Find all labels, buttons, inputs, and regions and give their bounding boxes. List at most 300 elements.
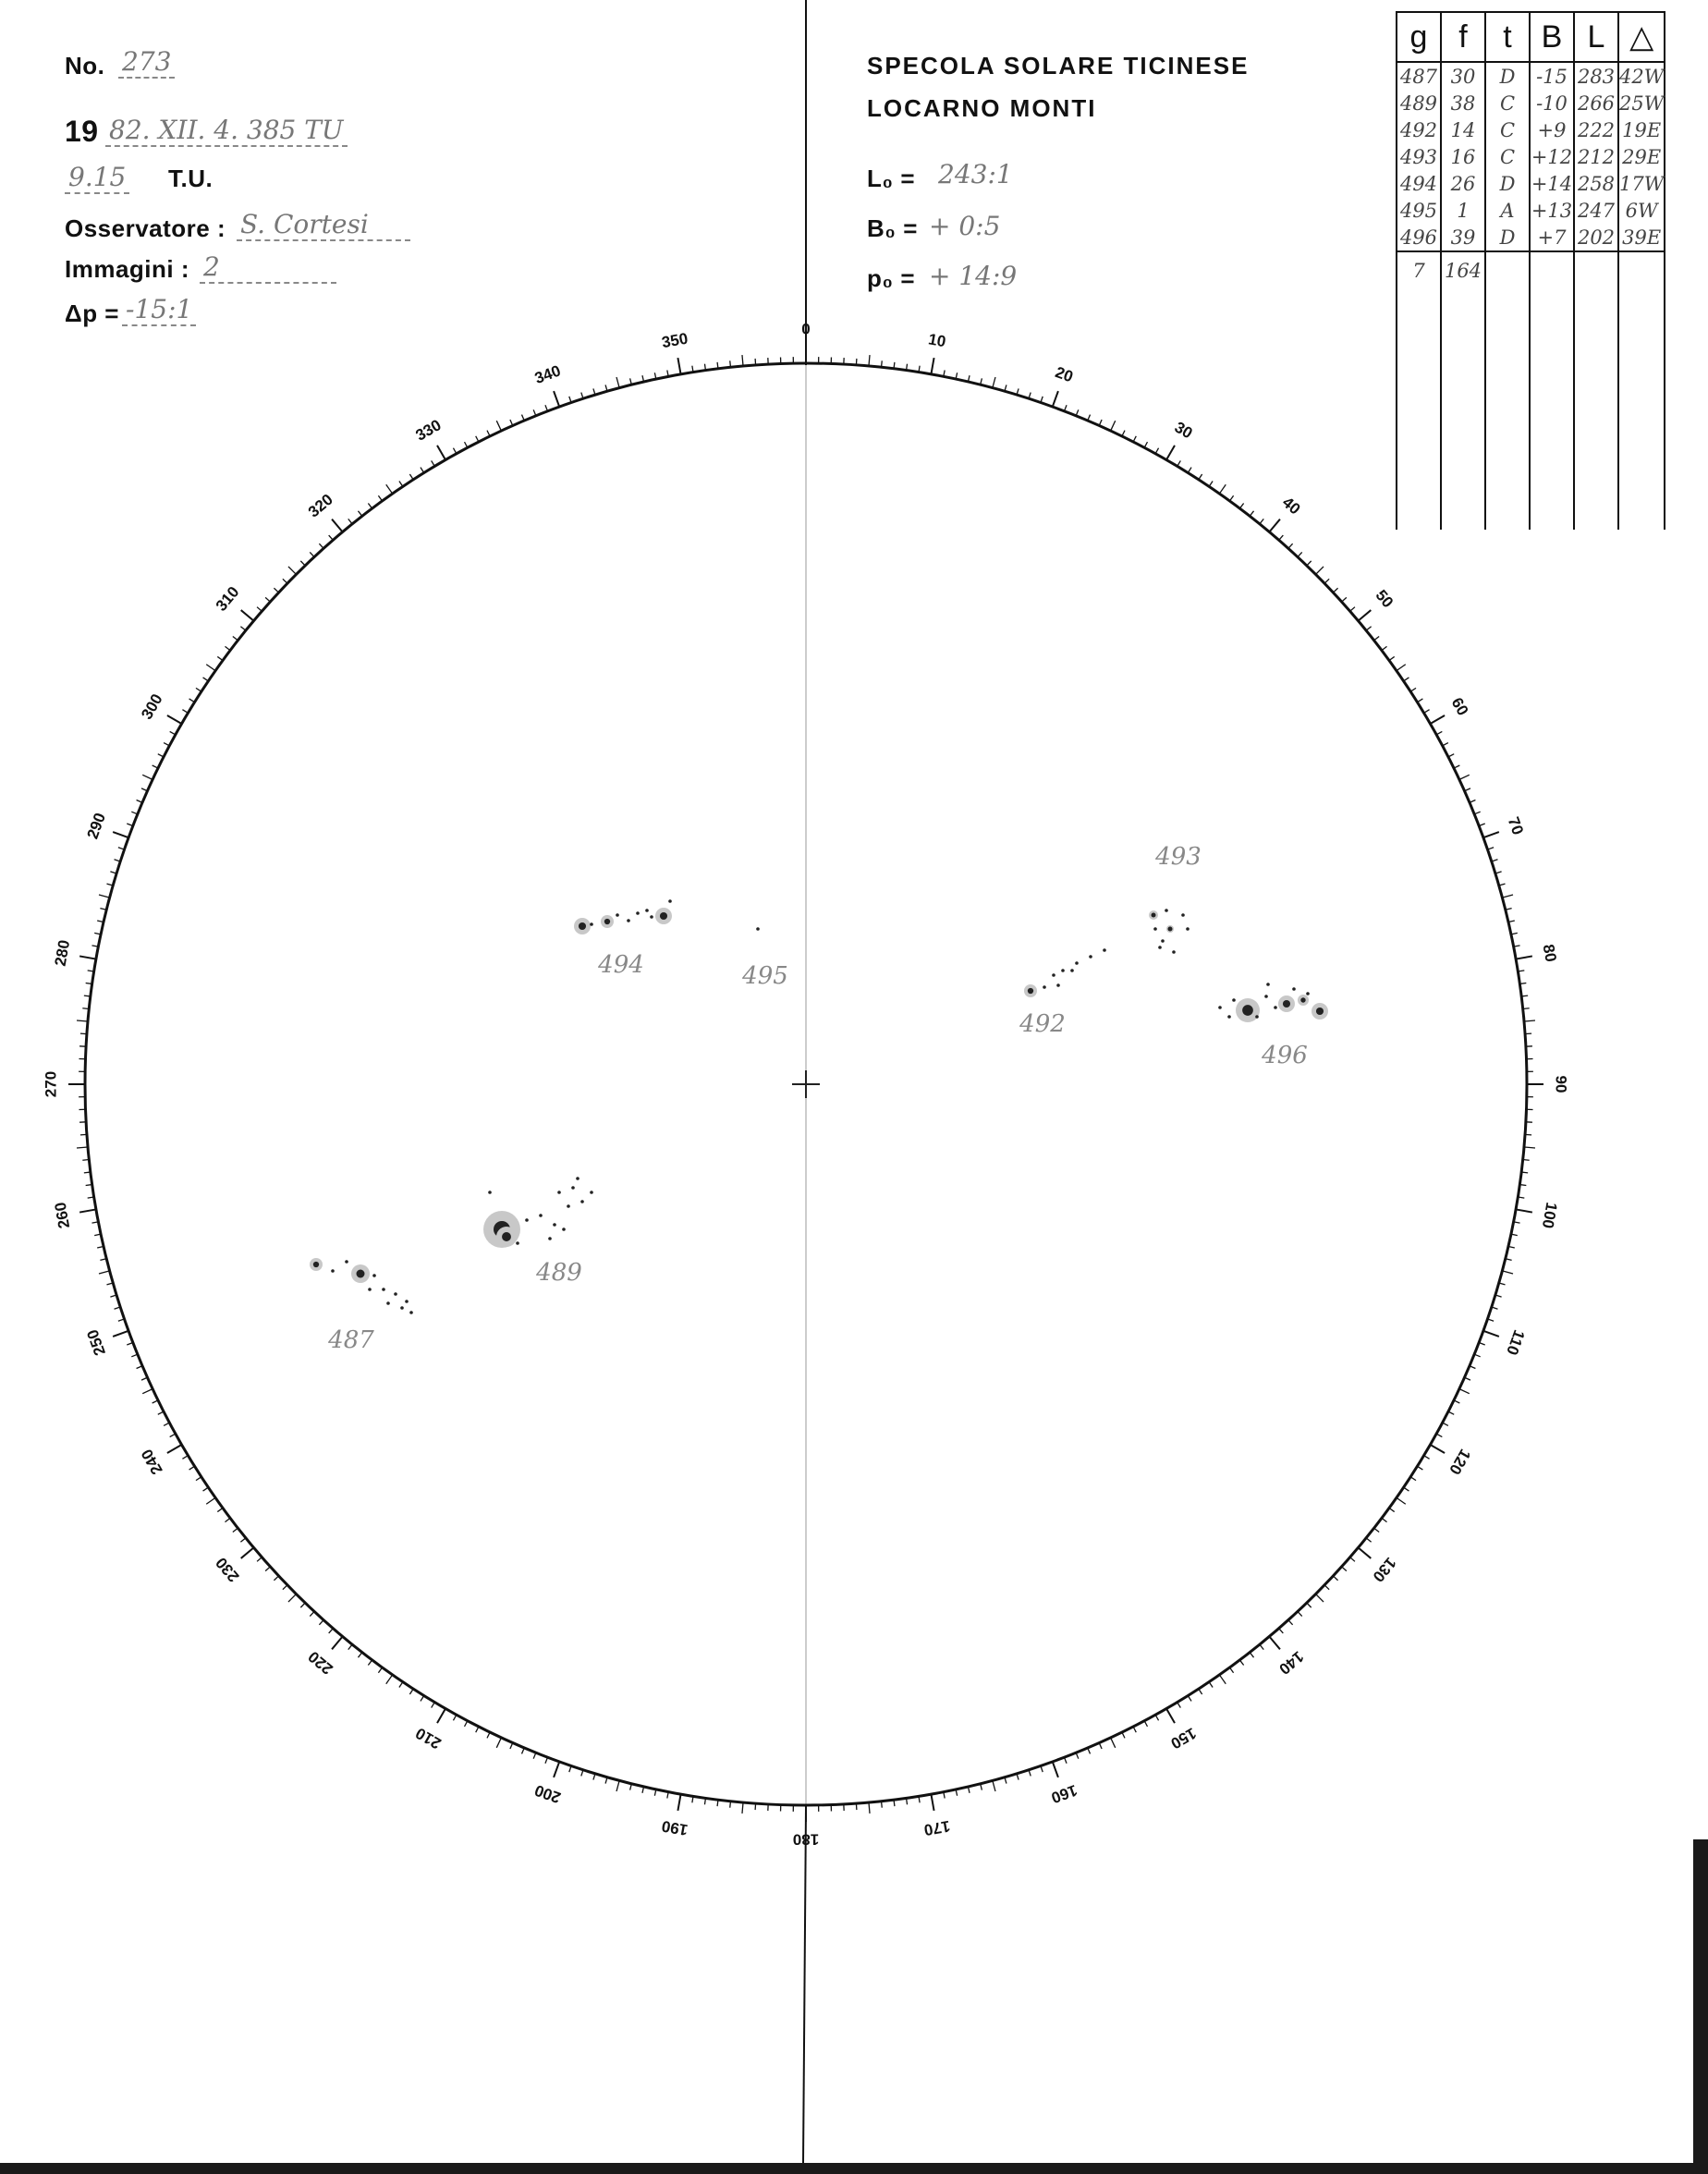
degree-tick [931, 358, 933, 374]
cell: +9 [1530, 116, 1574, 143]
pore [386, 1301, 390, 1305]
degree-label: 290 [83, 810, 110, 842]
degree-tick [993, 377, 995, 388]
pore [645, 909, 649, 912]
degree-tick [1502, 895, 1513, 898]
degree-tick [993, 1780, 995, 1791]
degree-tick [1430, 715, 1445, 724]
cell [1574, 289, 1618, 530]
cell: 496 [1397, 224, 1441, 251]
pore [1061, 969, 1065, 972]
scan-edge-right [1693, 0, 1708, 2174]
degree-tick [421, 468, 424, 473]
degree-tick [240, 627, 245, 630]
cell: 39E [1618, 224, 1665, 251]
group-number-label: 492 [1019, 1010, 1066, 1038]
degree-tick [1359, 1547, 1372, 1558]
degree-tick [1424, 1456, 1430, 1460]
col-b: B [1530, 12, 1574, 62]
cell: 29E [1618, 143, 1665, 170]
degree-tick [1523, 1160, 1530, 1161]
degree-tick [1133, 1727, 1136, 1732]
degree-tick [84, 995, 91, 996]
number-value: 273 [118, 46, 175, 79]
degree-tick [1374, 636, 1380, 640]
cell: D [1485, 224, 1530, 251]
p0-label: p₀ = [867, 264, 916, 292]
degree-tick [1229, 1667, 1233, 1673]
degree-tick [730, 360, 731, 367]
degree-tick [386, 484, 393, 494]
degree-tick [1374, 1528, 1380, 1532]
degree-tick [274, 588, 278, 592]
degree-tick [1188, 1695, 1191, 1701]
degree-tick [1307, 561, 1312, 566]
degree-tick [1397, 1497, 1406, 1504]
degree-tick [1333, 588, 1337, 592]
sunspot-group-495 [741, 927, 788, 990]
cell: 212 [1574, 143, 1618, 170]
pore [636, 911, 640, 915]
degree-tick [368, 1660, 372, 1666]
degree-label: 180 [792, 1830, 820, 1849]
cell [1485, 251, 1530, 289]
umbra [1168, 927, 1173, 932]
degree-label: 30 [1171, 418, 1196, 443]
degree-tick [1111, 1738, 1116, 1748]
degree-tick [1389, 1508, 1395, 1511]
observatory-location: LOCARNO MONTI [867, 94, 1097, 122]
table-row [1397, 170, 1665, 197]
cell: 495 [1397, 197, 1441, 224]
degree-tick [167, 715, 182, 724]
umbra [579, 922, 586, 930]
degree-tick [1404, 678, 1409, 681]
degree-tick [1454, 765, 1459, 768]
degree-tick [203, 678, 209, 681]
pore [590, 922, 593, 926]
degree-label: 140 [1275, 1647, 1308, 1679]
cell: 492 [1397, 116, 1441, 143]
degree-tick [1397, 665, 1406, 671]
cell: D [1485, 170, 1530, 197]
observer-value: S. Cortesi [237, 209, 410, 241]
group-table [1396, 11, 1665, 530]
time-value: 9.15 [65, 162, 129, 194]
degree-tick [1523, 1008, 1530, 1009]
degree-label: 50 [1372, 586, 1397, 612]
degree-tick [217, 656, 223, 660]
degree-tick [265, 1567, 270, 1571]
degree-tick [241, 610, 254, 621]
degree-tick [113, 832, 128, 837]
degree-tick [164, 1423, 169, 1425]
degree-tick [931, 1794, 933, 1811]
group-number-label: 496 [1262, 1042, 1308, 1069]
pore [1181, 913, 1185, 917]
pore [1227, 1015, 1231, 1019]
pore [576, 1177, 580, 1180]
umbra [1242, 1005, 1253, 1016]
degree-tick [310, 1611, 314, 1616]
degree-tick [465, 442, 468, 447]
degree-tick [1524, 1020, 1535, 1021]
cell: +13 [1530, 197, 1574, 224]
degree-tick [1459, 1389, 1470, 1394]
umbra [1283, 1000, 1290, 1008]
degree-tick [554, 391, 559, 407]
pore [1165, 909, 1168, 912]
degree-tick [717, 362, 718, 369]
table-row [1397, 224, 1665, 251]
pore [1255, 1015, 1259, 1019]
degree-tick [476, 436, 479, 442]
degree-tick [1260, 519, 1263, 523]
degree-tick [142, 1389, 152, 1394]
degree-tick [453, 1715, 456, 1720]
cell: 42W [1618, 62, 1665, 90]
pore [616, 913, 619, 917]
degree-tick [1239, 1660, 1243, 1666]
umbra [1028, 988, 1033, 994]
group-table-header [1397, 12, 1665, 62]
pore [1153, 927, 1157, 931]
delta-p-value: -15:1 [122, 294, 196, 326]
degree-tick [77, 1147, 88, 1148]
degree-label: 300 [138, 690, 166, 723]
degree-tick [1324, 1585, 1329, 1590]
cell: 493 [1397, 143, 1441, 170]
degree-label: 100 [1538, 1201, 1561, 1230]
table-row [1397, 143, 1665, 170]
degree-tick [113, 1331, 128, 1337]
cell: 283 [1574, 62, 1618, 90]
degree-tick [1122, 1732, 1125, 1738]
degree-tick [82, 1160, 89, 1161]
total-spots: 164 [1441, 251, 1485, 289]
degree-tick [1521, 1172, 1528, 1173]
degree-label: 230 [212, 1554, 243, 1586]
cell: 487 [1397, 62, 1441, 90]
degree-tick [476, 1727, 479, 1732]
degree-label: 200 [531, 1780, 564, 1807]
degree-tick [206, 1497, 215, 1504]
degree-tick [1144, 442, 1147, 447]
degree-tick [1298, 552, 1302, 556]
col-g: g [1397, 12, 1441, 62]
degree-tick [300, 1603, 305, 1607]
degree-label: 40 [1278, 493, 1304, 519]
degree-tick [1521, 995, 1528, 996]
degree-tick [1417, 1466, 1422, 1470]
degree-tick [616, 377, 619, 388]
degree-tick [1350, 1557, 1355, 1562]
pore [548, 1237, 552, 1240]
umbra [604, 919, 610, 924]
degree-tick [283, 579, 287, 583]
degree-tick [257, 607, 262, 612]
degree-label: 170 [922, 1816, 952, 1839]
cell: C [1485, 116, 1530, 143]
degree-tick [1516, 1209, 1532, 1212]
degree-label: 280 [51, 938, 74, 968]
degree-tick [399, 482, 403, 487]
degree-tick [1219, 484, 1226, 494]
degree-tick [1359, 610, 1372, 621]
degree-tick [79, 1209, 96, 1212]
degree-tick [368, 503, 372, 508]
umbra [502, 1232, 511, 1241]
degree-tick [1424, 710, 1430, 714]
cell [1618, 251, 1665, 289]
degree-tick [288, 567, 296, 574]
degree-tick [1443, 1423, 1448, 1425]
degree-tick [240, 1538, 245, 1542]
degree-label: 310 [212, 582, 243, 615]
degree-tick [1209, 482, 1213, 487]
degree-label: 160 [1048, 1780, 1080, 1807]
sunspot-group-493 [1149, 843, 1202, 954]
pore [516, 1241, 519, 1245]
col-f: f [1441, 12, 1485, 62]
cell [1530, 289, 1574, 530]
degree-tick [170, 731, 176, 734]
degree-label: 110 [1503, 1327, 1529, 1358]
degree-tick [1448, 754, 1454, 757]
degree-tick [182, 1456, 188, 1460]
degree-tick [730, 1801, 731, 1808]
sunspot-group-496 [1218, 983, 1328, 1069]
degree-tick [233, 636, 238, 640]
cell: 14 [1441, 116, 1485, 143]
degree-label: 130 [1369, 1554, 1400, 1586]
degree-tick [167, 1445, 182, 1453]
degree-label: 150 [1167, 1724, 1200, 1753]
degree-tick [409, 474, 413, 480]
degree-tick [1166, 446, 1175, 460]
degree-tick [300, 561, 305, 566]
degree-tick [1524, 1147, 1535, 1148]
sunspot-group-492 [1019, 948, 1106, 1038]
degree-tick [1298, 1611, 1302, 1616]
degree-tick [152, 1400, 158, 1403]
degree-tick [319, 1620, 323, 1625]
degree-tick [1366, 1538, 1371, 1542]
cell: 202 [1574, 224, 1618, 251]
degree-tick [196, 688, 201, 691]
degree-tick [399, 1682, 403, 1688]
observatory-name: SPECOLA SOLARE TICINESE [867, 52, 1250, 79]
degree-tick [1350, 607, 1355, 612]
degree-tick [274, 1576, 278, 1581]
degree-label: 330 [412, 416, 445, 445]
degree-tick [1342, 597, 1347, 602]
pore [1052, 973, 1055, 977]
pore [331, 1269, 335, 1273]
degree-tick [203, 1487, 209, 1491]
cell: 16 [1441, 143, 1485, 170]
degree-tick [1307, 1603, 1312, 1607]
degree-tick [437, 1708, 445, 1723]
group-number-label: 487 [328, 1326, 374, 1354]
degree-tick [225, 1518, 230, 1521]
cell: 489 [1397, 90, 1441, 116]
degree-tick [496, 1738, 501, 1748]
pore [400, 1306, 404, 1310]
degree-tick [79, 956, 96, 959]
cell: D [1485, 62, 1530, 90]
degree-tick [348, 1644, 352, 1649]
cell: 247 [1574, 197, 1618, 224]
degree-label: 20 [1053, 363, 1076, 386]
degree-tick [437, 446, 445, 460]
pore [756, 927, 760, 931]
degree-tick [358, 1653, 361, 1658]
degree-tick [99, 1271, 110, 1274]
table-row [1397, 62, 1665, 90]
cell: 26 [1441, 170, 1485, 197]
pore [1264, 995, 1268, 998]
group-number-label: 493 [1155, 843, 1202, 871]
pore [1089, 955, 1092, 959]
degree-tick [882, 1801, 883, 1808]
degree-label: 90 [1552, 1075, 1570, 1093]
images-value: 2 [200, 251, 336, 284]
cell: A [1485, 197, 1530, 224]
degree-tick [1166, 1708, 1175, 1723]
scan-edge-dark [1693, 1839, 1708, 2174]
pore [1043, 985, 1046, 989]
degree-tick [386, 1675, 393, 1684]
degree-tick [1443, 743, 1448, 746]
pore [1218, 1006, 1222, 1009]
pore [525, 1218, 529, 1222]
umbra [1316, 1008, 1324, 1015]
date-value: 82. XII. 4. 385 TU [105, 115, 348, 147]
degree-tick [348, 519, 352, 523]
cell: 19E [1618, 116, 1665, 143]
degree-tick [82, 1008, 89, 1009]
degree-tick [288, 1594, 296, 1602]
degree-tick [206, 665, 215, 671]
degree-tick [869, 355, 870, 366]
degree-tick [432, 460, 435, 466]
degree-tick [170, 1434, 176, 1436]
degree-label: 270 [42, 1070, 60, 1098]
degree-tick [1324, 579, 1329, 583]
degree-tick [882, 360, 883, 367]
l0-value: 243:1 [938, 159, 1013, 189]
degree-tick [1342, 1567, 1347, 1571]
degree-tick [233, 1528, 238, 1532]
cell: 25W [1618, 90, 1665, 116]
degree-label: 320 [304, 490, 336, 521]
degree-tick [1389, 656, 1395, 660]
degree-label: 240 [138, 1446, 166, 1478]
cell [1530, 251, 1574, 289]
table-blank-area [1397, 289, 1665, 530]
degree-tick [742, 1802, 743, 1814]
degree-tick [1410, 1477, 1416, 1481]
pore [1075, 961, 1079, 965]
degree-tick [894, 362, 895, 369]
degree-tick [1436, 1434, 1442, 1436]
cell [1397, 289, 1441, 530]
totals-row [1397, 251, 1665, 289]
pore [590, 1191, 593, 1194]
degree-tick [1144, 1721, 1147, 1727]
degree-tick [1316, 1594, 1324, 1602]
cell: +7 [1530, 224, 1574, 251]
degree-label: 0 [801, 320, 811, 338]
degree-tick [677, 358, 680, 374]
cell: 1 [1441, 197, 1485, 224]
degree-tick [453, 448, 456, 454]
degree-tick [1155, 448, 1158, 454]
pore [650, 915, 653, 919]
pore [562, 1227, 566, 1231]
degree-tick [1053, 1762, 1058, 1777]
degree-tick [1053, 391, 1058, 407]
pore [567, 1204, 570, 1208]
pore [1103, 948, 1106, 952]
degree-label: 10 [926, 330, 947, 351]
pore [372, 1274, 376, 1277]
degree-tick [869, 1802, 870, 1814]
table-row [1397, 116, 1665, 143]
degree-tick [409, 1689, 413, 1694]
degree-tick [378, 495, 382, 501]
degree-tick [1404, 1487, 1409, 1491]
degree-tick [1177, 1703, 1181, 1708]
degree-tick [265, 597, 270, 602]
sunspot-groups [310, 843, 1328, 1354]
pore [1292, 987, 1296, 991]
degree-label: 340 [531, 361, 564, 388]
degree-tick [1250, 511, 1253, 517]
pore [488, 1191, 492, 1194]
degree-label: 70 [1504, 814, 1527, 837]
cell: -10 [1530, 90, 1574, 116]
degree-tick [1502, 1271, 1513, 1274]
degree-tick [84, 1172, 91, 1173]
sunspot-group-489 [483, 1177, 593, 1287]
umbra [660, 912, 667, 920]
group-number-label: 489 [536, 1259, 582, 1287]
scan-edge-bottom [0, 2163, 1708, 2174]
degree-tick [142, 775, 152, 779]
degree-tick [1288, 544, 1293, 548]
pore [1161, 939, 1165, 943]
col-l: L [1574, 12, 1618, 62]
pore [345, 1260, 348, 1264]
degree-tick [257, 1557, 262, 1562]
cell: -15 [1530, 62, 1574, 90]
degree-tick [99, 895, 110, 898]
cell [1485, 289, 1530, 530]
degree-tick [1366, 627, 1371, 630]
b0-value: + 0:5 [929, 211, 1001, 241]
degree-tick [378, 1667, 382, 1673]
degree-tick [1260, 1644, 1263, 1649]
degree-tick [1239, 503, 1243, 508]
degree-tick [1122, 431, 1125, 436]
pore [368, 1288, 372, 1291]
center-cross [792, 1070, 820, 1098]
cell [1574, 251, 1618, 289]
degree-tick [332, 1637, 343, 1650]
pore [1158, 946, 1162, 949]
